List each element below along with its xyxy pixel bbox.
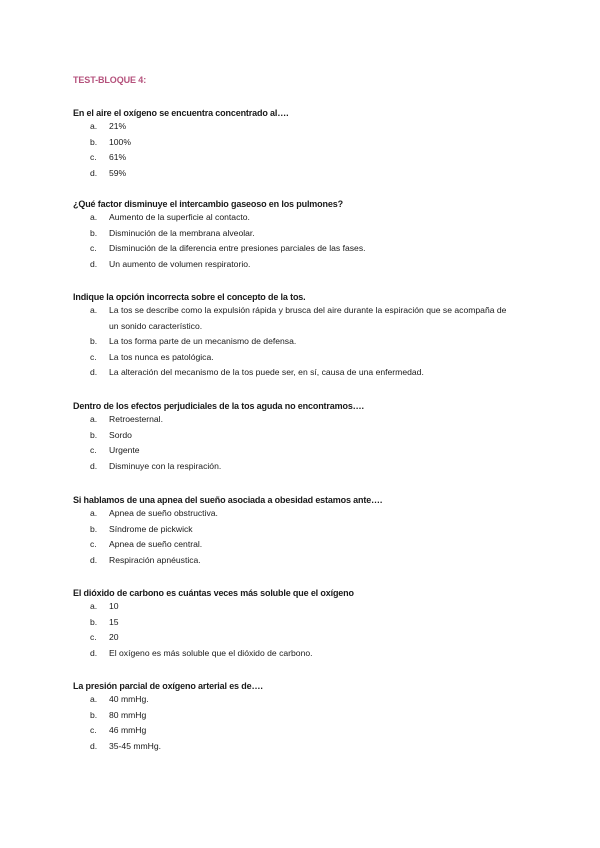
question-5 xyxy=(73,494,533,568)
option-item: d. Respiración apnéustica. xyxy=(90,554,201,565)
question-1 xyxy=(73,107,533,181)
option-list xyxy=(73,412,533,474)
question-text: ¿Qué factor disminuye el intercambio gaseoso en los pulmones? xyxy=(73,199,343,209)
option-item: d. El oxígeno es más soluble que el dióxido de carbono. xyxy=(90,647,313,658)
option-list xyxy=(73,210,533,272)
question-text: El dióxido de carbono es cuántas veces más soluble que el oxígeno xyxy=(73,588,354,598)
question-text: Dentro de los efectos perjudiciales de la tos aguda no encontramos…. xyxy=(73,401,364,411)
option-item: d. La alteración del mecanismo de la tos puede ser, en sí, causa de una enfermedad. xyxy=(90,367,424,378)
option-item: a. 21% xyxy=(90,121,127,131)
option-item: b. 15 xyxy=(90,616,119,627)
option-list xyxy=(73,506,533,568)
option-item: b. La tos forma parte de un mecanismo de defensa. xyxy=(90,336,297,347)
option-item: a. Aumento de la superficie al contacto. xyxy=(90,212,250,222)
option-item: c. Apnea de sueño central. xyxy=(90,539,203,550)
question-6 xyxy=(73,587,533,661)
option-list xyxy=(73,119,533,181)
option-item: d. 35-45 mmHg. xyxy=(90,740,162,751)
question-text: En el aire el oxígeno se encuentra concentrado al…. xyxy=(73,108,289,118)
option-item: b. 100% xyxy=(90,136,131,147)
question-3 xyxy=(73,291,533,381)
option-item: c. 46 mmHg xyxy=(90,725,147,736)
option-item: c. 20 xyxy=(90,632,119,643)
question-text: Si hablamos de una apnea del sueño asociada a obesidad estamos ante…. xyxy=(73,495,383,505)
option-item: a. La tos se describe como la expulsión rápida y brusca del aire durante la espiración que se acompaña de un sonido característico. xyxy=(90,305,507,331)
option-item: a. 10 xyxy=(90,601,119,611)
option-item: d. Un aumento de volumen respiratorio. xyxy=(90,258,251,269)
question-4 xyxy=(73,400,533,474)
option-item: d. 59% xyxy=(90,167,127,178)
option-list xyxy=(73,599,533,661)
option-list xyxy=(73,692,533,754)
option-item: c. 61% xyxy=(90,152,127,163)
option-list xyxy=(73,303,533,381)
option-item: c. Urgente xyxy=(90,445,140,456)
option-item: b. Síndrome de pickwick xyxy=(90,523,193,534)
option-item: d. Disminuye con la respiración. xyxy=(90,460,222,471)
question-text: La presión parcial de oxígeno arterial es de…. xyxy=(73,681,263,691)
question-text: Indique la opción incorrecta sobre el concepto de la tos. xyxy=(73,292,306,302)
question-2 xyxy=(73,198,533,272)
option-item: a. Apnea de sueño obstructiva. xyxy=(90,508,218,518)
question-7 xyxy=(73,680,533,754)
option-item: c. La tos nunca es patológica. xyxy=(90,351,214,362)
option-item: c. Disminución de la diferencia entre presiones parciales de las fases. xyxy=(90,243,366,254)
block-title: TEST-BLOQUE 4: xyxy=(73,75,147,85)
option-item: a. 40 mmHg. xyxy=(90,694,149,704)
option-item: a. Retroesternal. xyxy=(90,414,163,424)
option-item: b. 80 mmHg xyxy=(90,709,147,720)
option-item: b. Sordo xyxy=(90,429,132,440)
option-item: b. Disminución de la membrana alveolar. xyxy=(90,227,255,238)
